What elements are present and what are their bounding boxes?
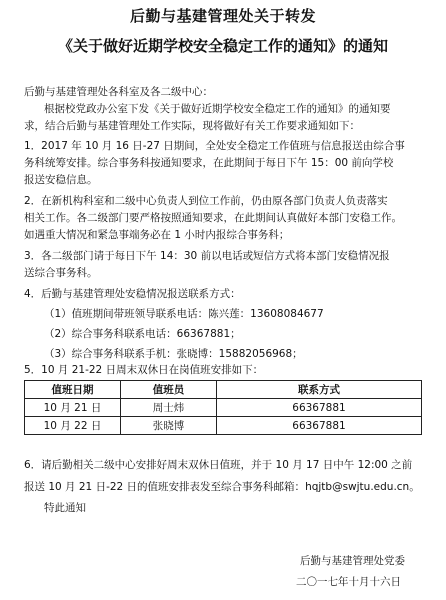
table-header-contact: 联系方式 (217, 381, 422, 399)
table-cell-date: 10 月 22 日 (25, 417, 121, 435)
document-title-line-1: 后勤与基建管理处关于转发 (129, 7, 316, 25)
item-6-line-1: 6．请后勤相关二级中心安排好周末双休日值班，并于 10 月 17 日中午 12:00 之前 (24, 459, 413, 471)
contact-line-2: （2）综合事务科联系电话：66367881； (44, 328, 241, 340)
item-2-line-2: 相关工作。各二级部门要严格按照通知要求，在此期间认真做好本部门安稳工作。 (24, 212, 402, 224)
item-6-line-2-end: 。 (409, 481, 420, 493)
table-cell-staff: 周士炜 (121, 399, 217, 417)
item-2-line-3: 如遇重大情况和紧急事端务必在 1 小时内报综合事务科； (24, 229, 290, 241)
item-1-line-1: 1．2017 年 10 月 16 日-27 日期间，全处安全稳定工作值班与信息报送由综合事 (24, 140, 405, 152)
item-5-heading: 5．10 月 21-22 日周末双休日在岗值班安排如下： (24, 364, 264, 376)
item-6-line-2 (24, 479, 420, 496)
intro-line-1: 根据校党政办公室下发《关于做好近期学校安全稳定工作的通知》的通知要 (44, 103, 391, 115)
item-3-line-2: 送综合事务科。 (24, 267, 98, 279)
table-row (25, 399, 422, 417)
table-header-date: 值班日期 (25, 381, 121, 399)
item-2-line-1: 2．在新机构科室和二级中心负责人到位工作前，仍由原各部门负责人负责落实 (24, 195, 388, 207)
item-1-line-2: 务科统筹安排。综合事务科按通知要求，在此期间于每日下午 15：00 前向学校 (24, 157, 394, 169)
table-header-staff: 值班员 (121, 381, 217, 399)
intro-line-2: 求，结合后勤与基建管理处工作实际，现将做好有关工作要求通知如下： (24, 120, 360, 132)
item-3-line-1: 3．各二级部门请于每日下午 14：30 前以电话或短信方式将本部门安稳情况报 (24, 250, 390, 262)
duty-schedule-table (24, 380, 422, 435)
contact-line-3: （3）综合事务科联系手机：张晓博：15882056968； (44, 348, 303, 360)
document-title-line-2: 《关于做好近期学校安全稳定工作的通知》的通知 (57, 37, 388, 55)
table-cell-date: 10 月 21 日 (25, 399, 121, 417)
signature-date: 二〇一七年十月十六日 (296, 576, 401, 588)
table-cell-contact: 66367881 (217, 399, 422, 417)
signature-organization: 后勤与基建管理处党委 (300, 555, 405, 567)
contact-line-1: （1）值班期间带班领导联系电话：陈兴莲：13608084677 (44, 308, 324, 320)
item-6-line-2-text: 报送 10 月 21 日-22 日的值班安排表发至综合事务科邮箱： (24, 481, 306, 493)
item-4-heading: 4．后勤与基建管理处安稳情况报送联系方式： (24, 288, 241, 300)
table-header-row (25, 381, 422, 399)
email-link[interactable]: hqjtb@swjtu.edu.cn (305, 481, 410, 493)
table-cell-contact: 66367881 (217, 417, 422, 435)
table-cell-staff: 张晓博 (121, 417, 217, 435)
item-1-line-3: 报送安稳信息。 (24, 174, 98, 186)
closing-text: 特此通知 (44, 502, 86, 514)
recipient-line: 后勤与基建管理处各科室及各二级中心： (24, 86, 213, 98)
table-row (25, 417, 422, 435)
